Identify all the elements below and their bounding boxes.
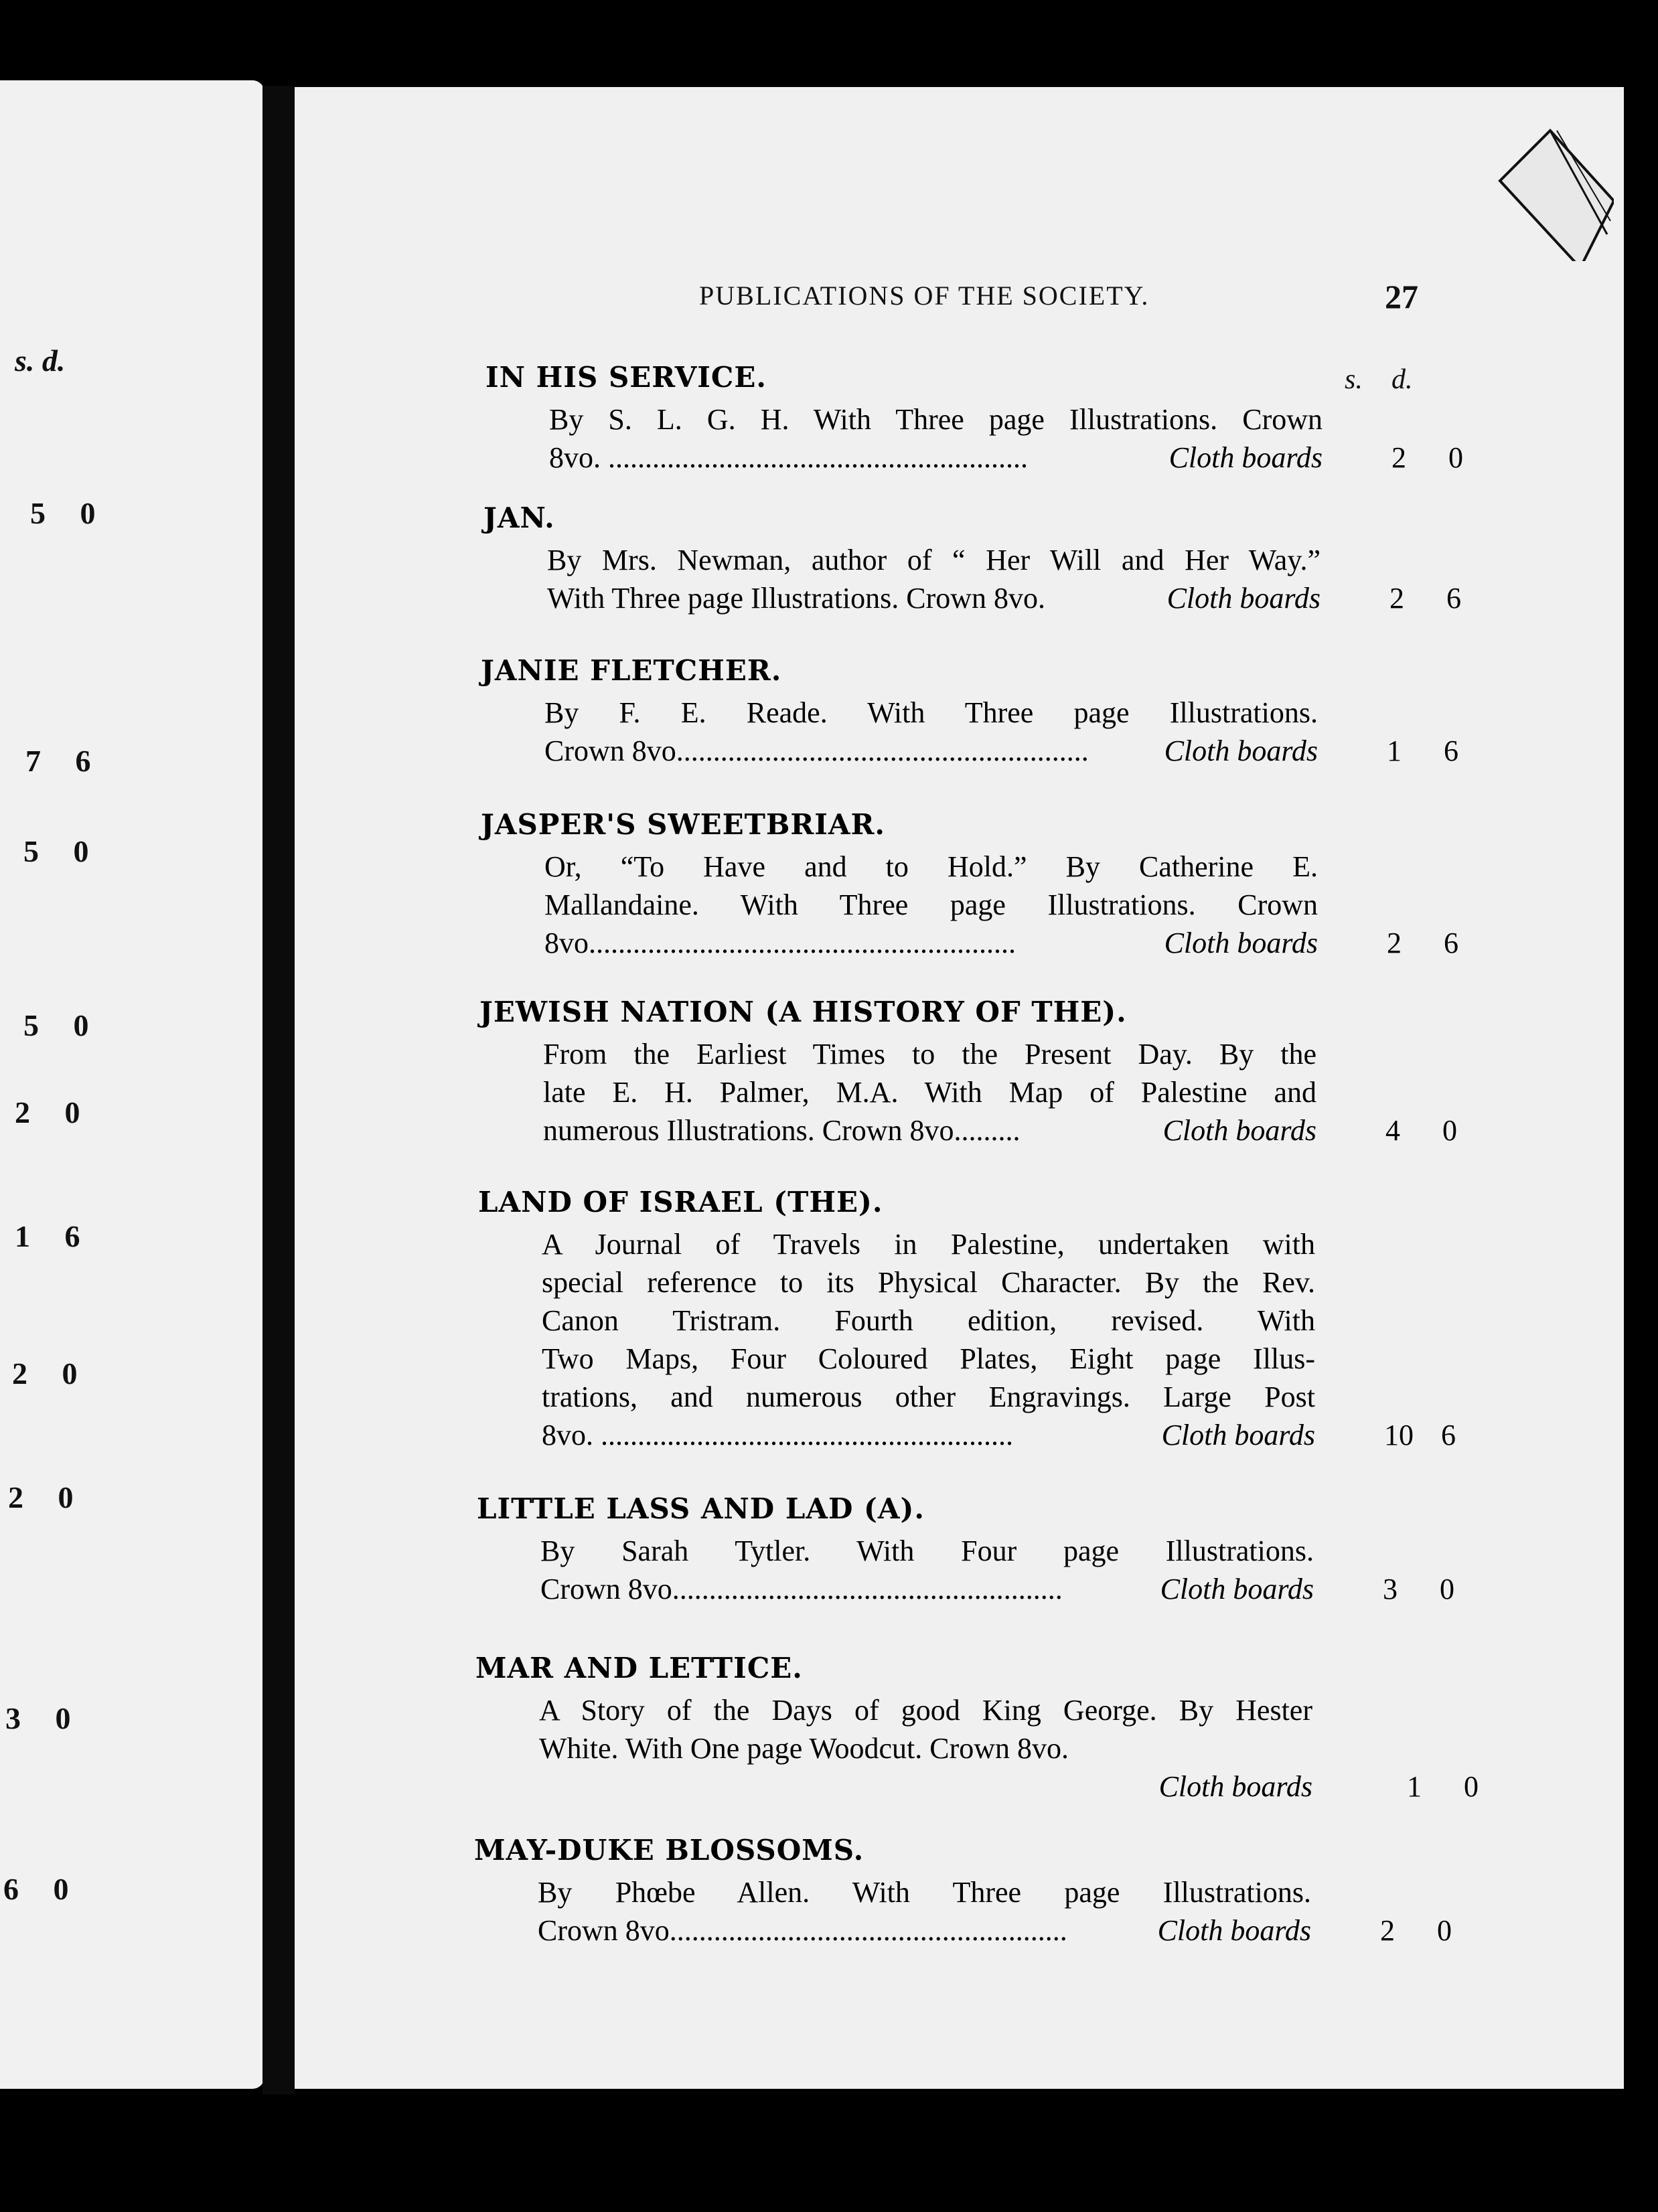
- left-page-column-header: s. d.: [15, 343, 66, 378]
- entry-text-line: [542, 1340, 1315, 1378]
- entry-text-line: [544, 848, 1318, 886]
- price-pence: 6: [1446, 582, 1461, 615]
- price-shillings: 3: [1383, 1573, 1398, 1605]
- entry-text-line: [540, 1570, 1454, 1608]
- left-page-price: 3 0: [5, 1701, 84, 1735]
- left-page-price: 6 0: [3, 1872, 82, 1906]
- left-page-price: 7 6: [25, 744, 104, 778]
- entry-text: White. With One page Woodcut. Crown 8vo.: [539, 1732, 1069, 1765]
- shillings-header: s.: [1345, 364, 1363, 395]
- entry-text-line: [539, 1767, 1479, 1806]
- entry-text: With Three page Illustrations. Crown 8vo.: [547, 582, 1046, 615]
- entry-title: MAR AND LETTICE.: [475, 1652, 803, 1684]
- entry-text: Crown 8vo........................................................: [544, 734, 1089, 767]
- catalogue-entry: [474, 1828, 1658, 1950]
- left-page-price: 5 0: [23, 1008, 102, 1042]
- entry-title: JASPER'S SWEETBRIAR.: [481, 808, 886, 841]
- price-shillings: 2: [1391, 441, 1406, 474]
- entry-text-line: [540, 1532, 1314, 1570]
- left-page: [0, 80, 265, 2089]
- entry-text-line: [542, 1225, 1315, 1263]
- price-pence: 6: [1444, 927, 1458, 959]
- entry-text-line: [539, 1729, 1312, 1767]
- entry-text: By Mrs. Newman, author of “ Her Will and Her Way.”: [547, 544, 1321, 576]
- price-pence: 0: [1448, 441, 1463, 474]
- entry-text-line: [542, 1301, 1315, 1340]
- entry-text: trations, and numerous other Engravings. Large Post: [542, 1380, 1315, 1413]
- price-shillings: 4: [1385, 1114, 1400, 1147]
- running-head: PUBLICATIONS OF THE SOCIETY.: [699, 281, 1150, 311]
- binding-label: Cloth boards: [1158, 1770, 1312, 1803]
- catalogue-entry: [485, 355, 1658, 477]
- entry-text: special reference to its Physical Character. By the Rev.: [542, 1266, 1315, 1299]
- entry-text: 8vo. ........................................................: [542, 1419, 1013, 1451]
- entry-text-line: [542, 1378, 1315, 1416]
- entry-title: LAND OF ISRAEL (THE).: [478, 1186, 883, 1218]
- entry-text: Or, “To Have and to Hold.” By Catherine E.: [544, 850, 1318, 883]
- price-shillings: 2: [1380, 1914, 1395, 1947]
- entry-text-line: [549, 400, 1323, 439]
- folded-corner: [1493, 127, 1614, 261]
- entry-text: Two Maps, Four Coloured Plates, Eight page Illus-: [542, 1342, 1315, 1375]
- entry-text-line: [539, 1691, 1312, 1729]
- price-pence: 0: [1440, 1573, 1454, 1605]
- price-pence: 0: [1442, 1114, 1457, 1147]
- entry-title: JAN.: [483, 501, 555, 534]
- binding-label: Cloth boards: [1169, 441, 1323, 474]
- price-shillings: 1: [1407, 1770, 1422, 1803]
- left-page-price: 2 0: [15, 1095, 94, 1129]
- binding-label: Cloth boards: [1164, 734, 1318, 767]
- price-shillings: 1: [1387, 734, 1402, 767]
- price-shillings: 2: [1389, 582, 1404, 615]
- catalogue-entry: [475, 1646, 1658, 1806]
- entry-text-line: [543, 1111, 1457, 1150]
- binding-label: Cloth boards: [1160, 1573, 1314, 1605]
- book-spine: [262, 86, 295, 2094]
- price-pence: 6: [1441, 1419, 1456, 1451]
- entry-text-line: [538, 1911, 1452, 1950]
- left-page-price: 1 6: [15, 1219, 94, 1253]
- page-number: 27: [1385, 278, 1418, 315]
- entry-title: LITTLE LASS AND LAD (A).: [477, 1492, 925, 1525]
- entry-text-line: [544, 924, 1458, 962]
- entry-text-line: [549, 439, 1463, 477]
- left-page-price: 5 0: [30, 496, 109, 530]
- entry-title: MAY-DUKE BLOSSOMS.: [474, 1834, 864, 1867]
- entry-text-line: [547, 579, 1461, 617]
- entry-text: A Journal of Travels in Palestine, undertaken with: [542, 1228, 1315, 1261]
- entry-text-line: [547, 541, 1321, 579]
- price-pence: 0: [1437, 1914, 1452, 1947]
- entry-text: 8vo. .........................................................: [549, 441, 1028, 474]
- entry-text: numerous Illustrations. Crown 8vo.........: [543, 1114, 1021, 1147]
- entry-text-line: [542, 1416, 1456, 1454]
- entry-title: JANIE FLETCHER.: [481, 654, 782, 687]
- entry-text-line: [538, 1873, 1311, 1911]
- catalogue-entry: [483, 495, 1658, 617]
- binding-label: Cloth boards: [1161, 1419, 1315, 1451]
- price-pence: 6: [1444, 734, 1458, 767]
- entry-text: By Sarah Tytler. With Four page Illustrations.: [540, 1534, 1314, 1567]
- pence-header: d.: [1391, 364, 1413, 395]
- catalogue-entry: [479, 990, 1658, 1150]
- left-page-price: 2 0: [8, 1480, 87, 1514]
- entry-text: By F. E. Reade. With Three page Illustrations.: [544, 696, 1318, 729]
- entry-text-line: [542, 1263, 1315, 1301]
- price-pence: 0: [1464, 1770, 1479, 1803]
- entry-text: Crown 8vo.....................................................: [540, 1573, 1063, 1605]
- entry-text: 8vo..........................................................: [544, 927, 1016, 959]
- entry-text-line: [544, 694, 1318, 732]
- catalogue-entry: [478, 1180, 1658, 1454]
- entry-text-line: [544, 886, 1318, 924]
- binding-label: Cloth boards: [1157, 1914, 1311, 1947]
- left-page-price: 5 0: [23, 834, 102, 868]
- entry-text: From the Earliest Times to the Present Day. By the: [543, 1038, 1316, 1071]
- binding-label: Cloth boards: [1164, 927, 1318, 959]
- price-shillings: 10: [1384, 1419, 1414, 1451]
- catalogue-entry: [477, 1486, 1658, 1608]
- entry-text: A Story of the Days of good King George. By Hester: [539, 1694, 1312, 1727]
- binding-label: Cloth boards: [1166, 582, 1321, 615]
- entry-text: Canon Tristram. Fourth edition, revised. With: [542, 1304, 1315, 1337]
- entry-title: IN HIS SERVICE.: [485, 361, 767, 394]
- entry-title: JEWISH NATION (A HISTORY OF THE).: [479, 996, 1127, 1028]
- entry-text-line: [544, 732, 1458, 770]
- entry-text-line: [543, 1073, 1316, 1111]
- catalogue-entry: [481, 802, 1658, 962]
- price-shillings: 2: [1387, 927, 1402, 959]
- catalogue-entry: [481, 648, 1658, 770]
- left-page-price: 2 0: [12, 1356, 91, 1391]
- entry-text: By Phœbe Allen. With Three page Illustrations.: [538, 1876, 1311, 1909]
- entry-text: By S. L. G. H. With Three page Illustrations. Crown: [549, 403, 1323, 436]
- entry-text-line: [543, 1035, 1316, 1073]
- entry-text: late E. H. Palmer, M.A. With Map of Palestine and: [543, 1076, 1316, 1109]
- entry-text: Crown 8vo......................................................: [538, 1914, 1067, 1947]
- binding-label: Cloth boards: [1162, 1114, 1316, 1147]
- entry-text: Mallandaine. With Three page Illustrations. Crown: [544, 888, 1318, 921]
